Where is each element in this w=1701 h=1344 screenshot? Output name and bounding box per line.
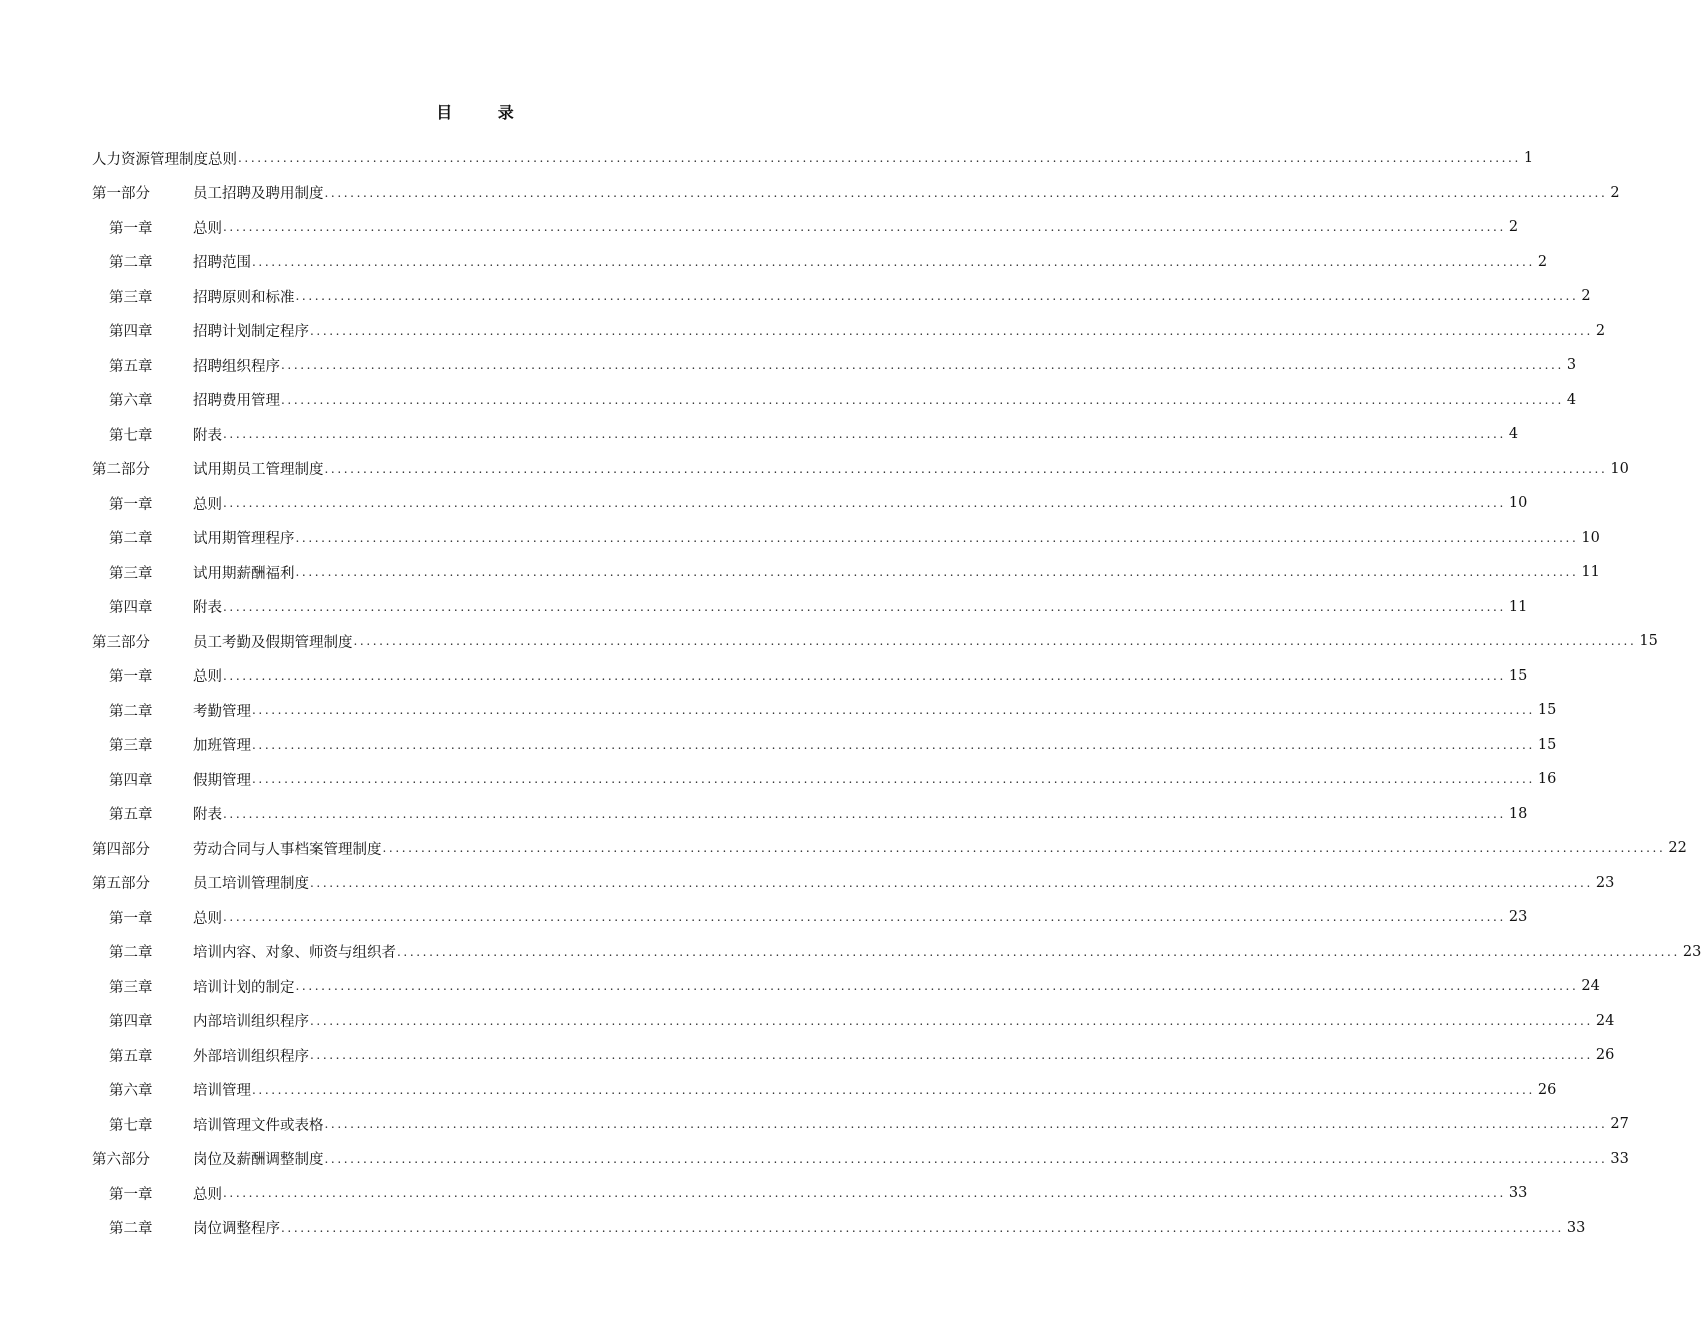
toc-page-number: 18 — [1508, 805, 1528, 822]
toc-entry-chapter[interactable] — [92, 1107, 1629, 1142]
toc-page-number: 33 — [1566, 1219, 1586, 1236]
toc-entry-title: 培训管理文件或表格 — [193, 1117, 324, 1134]
toc-entry-label: 第六章 — [109, 1083, 153, 1100]
toc-page-number: 23 — [1682, 943, 1701, 960]
toc-dot-leader: ........................................................................................................................................................................................................ — [223, 599, 1506, 614]
toc-entry-title: 附表 — [193, 807, 222, 824]
toc-entry-part[interactable] — [92, 831, 1687, 866]
toc-entry-label: 第一章 — [109, 1186, 153, 1203]
toc-dot-leader: ........................................................................................................................................................................................................ — [223, 806, 1506, 821]
toc-entry-chapter[interactable] — [92, 279, 1591, 314]
toc-page-number: 16 — [1537, 771, 1557, 788]
toc-entry-title: 员工招聘及聘用制度 — [193, 186, 324, 203]
toc-entry-chapter[interactable] — [92, 693, 1557, 728]
toc-entry-title: 附表 — [193, 427, 222, 444]
toc-entry-title: 总则 — [193, 220, 222, 237]
toc-entry-part[interactable] — [92, 1142, 1629, 1177]
toc-dot-leader: ........................................................................................................................................................................................................ — [353, 634, 1637, 649]
toc-entry-chapter[interactable] — [92, 1176, 1528, 1211]
toc-entry-label: 第三章 — [109, 979, 153, 996]
toc-dot-leader: ........................................................................................................................................................................................................ — [295, 289, 1579, 304]
toc-entry-title: 岗位调整程序 — [193, 1221, 280, 1238]
toc-page-number: 11 — [1581, 564, 1600, 581]
toc-entry-title: 招聘计划制定程序 — [193, 324, 309, 341]
toc-entry-part[interactable] — [92, 866, 1615, 901]
toc-entry-title: 总则 — [193, 496, 222, 513]
toc-dot-leader: ........................................................................................................................................................................................................ — [324, 185, 1608, 200]
toc-page-number: 15 — [1508, 667, 1528, 684]
toc-page-number: 15 — [1639, 633, 1658, 650]
toc-entry-chapter[interactable] — [92, 1038, 1615, 1073]
toc-dot-leader: ........................................................................................................................................................................................................ — [324, 1151, 1608, 1166]
toc-entry-title: 人力资源管理制度总则 — [92, 151, 237, 168]
toc-entry-title: 外部培训组织程序 — [193, 1048, 309, 1065]
toc-entry-chapter[interactable] — [92, 1211, 1586, 1246]
toc-entry-title: 招聘原则和标准 — [193, 289, 295, 306]
toc-entry-title: 招聘组织程序 — [193, 358, 280, 375]
toc-dot-leader: ........................................................................................................................................................................................................ — [252, 703, 1535, 718]
toc-page-number: 11 — [1508, 598, 1528, 615]
toc-dot-leader: ........................................................................................................................................................................................................ — [295, 530, 1579, 545]
toc-entry-title: 招聘范围 — [193, 255, 251, 272]
toc-page-number: 15 — [1537, 702, 1557, 719]
toc-page-number: 2 — [1595, 322, 1606, 339]
toc-entry-label: 第二章 — [109, 1221, 153, 1238]
toc-page-number: 4 — [1566, 391, 1577, 408]
toc-entry-chapter[interactable] — [92, 383, 1577, 418]
toc-entry-label: 第二章 — [109, 255, 153, 272]
toc-entry-title: 附表 — [193, 600, 222, 617]
toc-entry-label: 第五章 — [109, 1048, 153, 1065]
toc-entry-chapter[interactable] — [92, 348, 1577, 383]
toc-dot-leader: ........................................................................................................................................................................................................ — [281, 358, 1564, 373]
toc-entry-title: 培训内容、对象、师资与组织者 — [193, 945, 396, 962]
toc-page-number: 2 — [1537, 253, 1548, 270]
toc-dot-leader: ........................................................................................................................................................................................................ — [252, 254, 1535, 269]
toc-entry-title: 总则 — [193, 1186, 222, 1203]
toc-page-number: 2 — [1581, 288, 1591, 305]
toc-entry-title: 加班管理 — [193, 738, 251, 755]
toc-entry-label: 第二章 — [109, 945, 153, 962]
toc-entry-label: 第五部分 — [92, 876, 150, 893]
page-title: 目 录 — [436, 103, 534, 122]
toc-entry-part[interactable] — [92, 176, 1620, 211]
toc-entry-title: 招聘费用管理 — [193, 393, 280, 410]
toc-entry-chapter[interactable] — [92, 521, 1600, 556]
toc-dot-leader: ........................................................................................................................................................................................................ — [295, 979, 1579, 994]
toc-dot-leader: ........................................................................................................................................................................................................ — [223, 1186, 1506, 1201]
toc-entry-title: 试用期管理程序 — [193, 531, 295, 548]
toc-dot-leader: ........................................................................................................................................................................................................ — [281, 392, 1564, 407]
toc-entry-chapter[interactable] — [92, 314, 1606, 349]
toc-dot-leader: ........................................................................................................................................................................................................ — [310, 875, 1593, 890]
toc-entry-label: 第六章 — [109, 393, 153, 410]
toc-page-number: 26 — [1537, 1081, 1557, 1098]
toc-entry-label: 第四章 — [109, 772, 153, 789]
toc-dot-leader: ........................................................................................................................................................................................................ — [382, 841, 1666, 856]
toc-page-number: 1 — [1523, 150, 1534, 167]
toc-entry-label: 第一章 — [109, 220, 153, 237]
toc-entry-chapter[interactable] — [92, 1004, 1615, 1039]
toc-page-number: 33 — [1610, 1150, 1629, 1167]
toc-entry-part[interactable] — [92, 452, 1629, 487]
toc-entry-chapter[interactable] — [92, 935, 1701, 970]
toc-entry-title: 内部培训组织程序 — [193, 1014, 309, 1031]
toc-page-number: 2 — [1610, 184, 1620, 201]
toc-entry-title: 假期管理 — [193, 772, 251, 789]
toc-page-number: 10 — [1581, 529, 1600, 546]
toc-entry-chapter[interactable] — [92, 590, 1528, 625]
toc-dot-leader: ........................................................................................................................................................................................................ — [223, 496, 1506, 511]
toc-entry-chapter[interactable] — [92, 728, 1557, 763]
toc-entry-label: 第五章 — [109, 358, 153, 375]
toc-entry-label: 第四部分 — [92, 841, 150, 858]
toc-entry-chapter[interactable] — [92, 659, 1528, 694]
toc-entry-label: 第四章 — [109, 324, 153, 341]
toc-entry-chapter[interactable] — [92, 245, 1548, 280]
toc-dot-leader: ........................................................................................................................................................................................................ — [310, 323, 1593, 338]
toc-entry-chapter[interactable] — [92, 797, 1528, 832]
toc-page-number: 27 — [1610, 1116, 1629, 1133]
toc-entry-chapter[interactable] — [92, 486, 1528, 521]
toc-entry-general[interactable] — [92, 141, 1534, 176]
toc-entry-label: 第五章 — [109, 807, 153, 824]
toc-entry-chapter[interactable] — [92, 1073, 1557, 1108]
toc-entry-label: 第一章 — [109, 496, 153, 513]
toc-entry-label: 第七章 — [109, 1117, 153, 1134]
toc-entry-title: 培训计划的制定 — [193, 979, 295, 996]
toc-entry-title: 岗位及薪酬调整制度 — [193, 1152, 324, 1169]
toc-page-number: 15 — [1537, 736, 1557, 753]
toc-dot-leader: ........................................................................................................................................................................................................ — [397, 944, 1680, 959]
toc-entry-title: 考勤管理 — [193, 703, 251, 720]
toc-dot-leader: ........................................................................................................................................................................................................ — [310, 1013, 1593, 1028]
toc-entry-title: 总则 — [193, 910, 222, 927]
toc-entry-title: 员工考勤及假期管理制度 — [193, 634, 353, 651]
toc-page-number: 26 — [1595, 1047, 1615, 1064]
toc-entry-label: 第三章 — [109, 738, 153, 755]
toc-entry-chapter[interactable] — [92, 555, 1600, 590]
toc-dot-leader: ........................................................................................................................................................................................................ — [324, 1117, 1608, 1132]
toc-dot-leader: ........................................................................................................................................................................................................ — [223, 668, 1506, 683]
toc-page-number: 24 — [1595, 1012, 1615, 1029]
toc-entry-label: 第六部分 — [92, 1152, 150, 1169]
toc-entry-label: 第一章 — [109, 910, 153, 927]
toc-dot-leader: ........................................................................................................................................................................................................ — [295, 565, 1579, 580]
toc-entry-title: 试用期薪酬福利 — [193, 565, 295, 582]
toc-page-number: 23 — [1595, 874, 1615, 891]
toc-entry-title: 员工培训管理制度 — [193, 876, 309, 893]
toc-list — [92, 141, 1701, 1245]
toc-dot-leader: ........................................................................................................................................................................................................ — [223, 220, 1506, 235]
toc-entry-title: 试用期员工管理制度 — [193, 462, 324, 479]
toc-entry-title: 培训管理 — [193, 1083, 251, 1100]
toc-dot-leader: ........................................................................................................................................................................................................ — [252, 1082, 1535, 1097]
toc-entry-label: 第二章 — [109, 703, 153, 720]
toc-entry-label: 第三部分 — [92, 634, 150, 651]
toc-entry-chapter[interactable] — [92, 210, 1519, 245]
toc-entry-title: 总则 — [193, 669, 222, 686]
toc-dot-leader: ........................................................................................................................................................................................................ — [252, 737, 1535, 752]
toc-entry-chapter[interactable] — [92, 417, 1519, 452]
toc-entry-label: 第一章 — [109, 669, 153, 686]
toc-dot-leader: ........................................................................................................................................................................................................ — [223, 910, 1506, 925]
toc-entry-label: 第七章 — [109, 427, 153, 444]
toc-entry-label: 第三章 — [109, 289, 153, 306]
toc-page-number: 4 — [1508, 426, 1519, 443]
toc-entry-chapter[interactable] — [92, 969, 1600, 1004]
toc-entry-label: 第二部分 — [92, 462, 150, 479]
toc-entry-part[interactable] — [92, 624, 1658, 659]
toc-entry-label: 第四章 — [109, 600, 153, 617]
toc-dot-leader: ........................................................................................................................................................................................................ — [252, 772, 1535, 787]
toc-entry-chapter[interactable] — [92, 762, 1557, 797]
toc-dot-leader: ........................................................................................................................................................................................................ — [238, 151, 1521, 166]
toc-page-number: 10 — [1508, 495, 1528, 512]
toc-page-number: 2 — [1508, 219, 1519, 236]
toc-dot-leader: ........................................................................................................................................................................................................ — [281, 1220, 1564, 1235]
toc-page-number: 24 — [1581, 978, 1600, 995]
toc-entry-chapter[interactable] — [92, 900, 1528, 935]
toc-entry-label: 第三章 — [109, 565, 153, 582]
toc-dot-leader: ........................................................................................................................................................................................................ — [223, 427, 1506, 442]
toc-entry-label: 第一部分 — [92, 186, 150, 203]
toc-dot-leader: ........................................................................................................................................................................................................ — [310, 1048, 1593, 1063]
toc-page-number: 22 — [1668, 840, 1687, 857]
toc-page-number: 33 — [1508, 1185, 1528, 1202]
toc-page-number: 3 — [1566, 357, 1577, 374]
toc-entry-title: 劳动合同与人事档案管理制度 — [193, 841, 382, 858]
toc-page-number: 23 — [1508, 909, 1528, 926]
toc-page-number: 10 — [1610, 460, 1629, 477]
toc-dot-leader: ........................................................................................................................................................................................................ — [324, 461, 1608, 476]
toc-entry-label: 第四章 — [109, 1014, 153, 1031]
toc-entry-label: 第二章 — [109, 531, 153, 548]
